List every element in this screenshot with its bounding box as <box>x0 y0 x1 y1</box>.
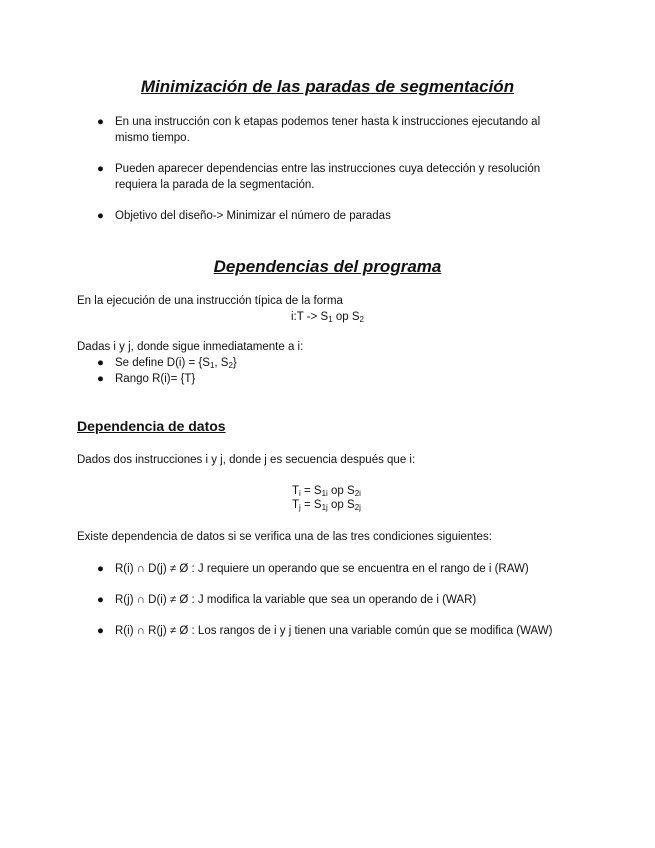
bullet-dot: ● <box>97 563 104 575</box>
conditions-list <box>97 561 635 639</box>
datos-intro: Dados dos instrucciones i y j, donde j es secuencia después que i: <box>77 454 416 466</box>
dependency-formula <box>292 484 361 512</box>
bullet-dot: ● <box>97 116 104 128</box>
bullet-dot: ● <box>97 625 104 637</box>
bullet-dot: ● <box>97 594 104 606</box>
dependencias-bullet-list <box>97 355 575 387</box>
dadas-text: Dadas i y j, donde sigue inmediatamente a i: <box>77 341 304 353</box>
formula-line-j: $T_j = S_{1j}$ op $S_{2j}$ <box>292 499 361 512</box>
list-item: ● Pueden aparecer dependencias entre las instrucciones cuya detección y resolución requiera la parada de la segmentación. <box>97 163 541 191</box>
list-item: ● Objetivo del diseño-> Minimizar el número de paradas <box>97 210 391 222</box>
list-item: ● En una instrucción con k etapas podemos tener hasta k instrucciones ejecutando al mismo tiempo. <box>97 116 541 144</box>
subsection-title-dependencia-datos: Dependencia de datos <box>77 418 226 434</box>
bullet-dot: ● <box>97 210 104 222</box>
bullet-dot: ● <box>97 373 104 385</box>
list-item: ● Rango R(i)= {T} <box>97 373 196 385</box>
section-title-minimizacion: Minimización de las paradas de segmentación <box>140 77 515 96</box>
condition-intro: Existe dependencia de datos si se verifica una de las tres condiciones siguientes: <box>77 531 492 543</box>
minimizacion-bullet-list <box>97 114 575 224</box>
bullet-dot: ● <box>97 357 104 369</box>
section-title-dependencias: Dependencias del programa <box>213 257 442 276</box>
list-item: ● Se define $D(i) = \{S_1$, $S_2$} <box>97 357 237 370</box>
list-item: ● R(i) ∩ R(j) ≠ Ø : Los rangos de i y j tienen una variable común que se modifica (WAW) <box>97 625 553 637</box>
instruction-formula: i:T -> $S_1$ op $S_2$ <box>291 311 364 324</box>
list-item: ● R(i) ∩ D(j) ≠ Ø : J requiere un operando que se encuentra en el rango de i (RAW) <box>97 563 529 575</box>
formula-line-i: $T_i = S_{1i}$ op $S_{2i}$ <box>292 485 361 498</box>
bullet-dot: ● <box>97 163 104 175</box>
list-item: ● R(j) ∩ D(i) ≠ Ø : J modifica la variable que sea un operando de i (WAR) <box>97 594 477 606</box>
dependencias-intro: En la ejecución de una instrucción típica de la forma <box>77 295 343 307</box>
